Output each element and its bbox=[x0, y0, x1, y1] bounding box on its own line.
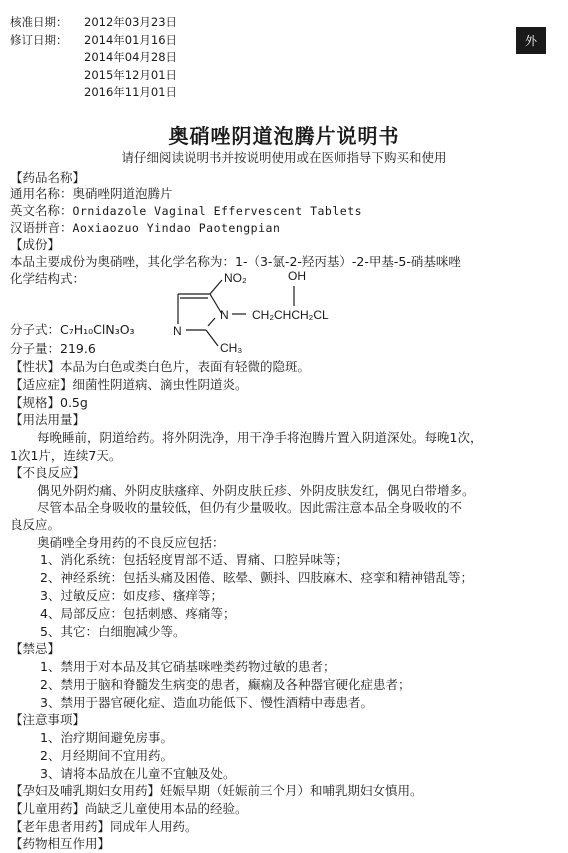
external-use-badge: 外 bbox=[516, 27, 546, 54]
structure-label: 化学结构式： bbox=[10, 271, 86, 286]
usage-text: 1次1片，连续7天。 bbox=[10, 448, 122, 463]
list-item: 3、过敏反应：如皮疹、瘙痒等； bbox=[40, 588, 223, 603]
drug-name-heading: 【药品名称】 bbox=[10, 170, 86, 185]
indications-section: 【适应症】细菌性阴道病、滴虫性阴道炎。 bbox=[10, 377, 248, 392]
side-chain: CH₂CHCH₂CL bbox=[252, 308, 329, 322]
hydroxyl-group: OH bbox=[288, 269, 306, 283]
date-row bbox=[10, 14, 177, 32]
date-value: 2015年12月01日 bbox=[84, 67, 178, 82]
approval-dates bbox=[10, 14, 177, 102]
date-label: 核准日期： bbox=[10, 15, 68, 29]
pediatric-section: 【儿童用药】尚缺乏儿童使用本品的经验。 bbox=[10, 801, 248, 816]
document-subtitle: 请仔细阅读说明书并按说明使用或在医师指导下购买和使用 bbox=[121, 150, 447, 165]
contraindications-heading: 【禁忌】 bbox=[10, 641, 61, 656]
list-item: 1、禁用于对本品及其它硝基咪唑类药物过敏的患者； bbox=[40, 659, 336, 674]
pinyin-label: 汉语拼音： bbox=[10, 220, 73, 235]
date-label bbox=[10, 84, 84, 102]
list-item: 1、消化系统：包括轻度胃部不适、胃痛、口腔异味等； bbox=[40, 552, 348, 567]
pregnancy-section: 【孕妇及哺乳期妇女用药】妊娠早期（妊娠前三个月）和哺乳期妇女慎用。 bbox=[10, 783, 423, 798]
chemical-structure bbox=[160, 266, 360, 356]
date-row bbox=[10, 84, 177, 102]
list-item: 2、月经期间不宜用药。 bbox=[40, 748, 173, 763]
spec-section: 【规格】0.5g bbox=[10, 395, 88, 410]
english-name: Ornidazole Vaginal Effervescent Tablets bbox=[72, 204, 363, 218]
geriatric-section: 【老年患者用药】同成年人用药。 bbox=[10, 819, 198, 834]
adverse-text: 偶见外阴灼痛、外阴皮肤瘙痒、外阴皮肤丘疹、外阴皮肤发红，偶见白带增多。 bbox=[37, 483, 475, 498]
list-item: 3、禁用于器官硬化症、造血功能低下、慢性酒精中毒患者。 bbox=[40, 695, 373, 710]
ring-nitrogen-3: N bbox=[173, 324, 182, 338]
adverse-heading: 【不良反应】 bbox=[10, 465, 86, 480]
date-row bbox=[10, 49, 177, 67]
character-section: 【性状】本品为白色或类白色片，表面有轻微的隐斑。 bbox=[10, 359, 311, 374]
composition-heading: 【成份】 bbox=[10, 237, 61, 252]
interactions-heading: 【药物相互作用】 bbox=[10, 836, 111, 851]
date-value: 2014年01月16日 bbox=[84, 32, 178, 47]
document-title: 奥硝唑阴道泡腾片说明书 bbox=[168, 124, 400, 148]
date-row bbox=[10, 32, 177, 50]
date-label bbox=[10, 49, 84, 67]
list-item: 1、治疗期间避免房事。 bbox=[40, 730, 173, 745]
list-item: 2、禁用于脑和脊髓发生病变的患者，癫痫及各种器官硬化症患者； bbox=[40, 677, 411, 692]
composition-text: 本品主要成份为奥硝唑，其化学名称为：1-（3-氯-2-羟丙基）-2-甲基-5-硝基咪唑 bbox=[10, 254, 461, 269]
list-item: 2、神经系统：包括头痛及困倦、眩晕、颤抖、四肢麻木、痉挛和精神错乱等； bbox=[40, 570, 473, 585]
date-value: 2016年11月01日 bbox=[84, 85, 178, 99]
adverse-text: 奥硝唑全身用药的不良反应包括： bbox=[37, 535, 225, 550]
adverse-text: 尽管本品全身吸收的量较低，但仍有少量吸收。因此需注意本品全身吸收的不 bbox=[37, 500, 463, 515]
date-label: 修订日期： bbox=[10, 32, 68, 47]
pinyin-line bbox=[10, 220, 280, 236]
date-label bbox=[10, 67, 84, 85]
ring-nitrogen-1: N bbox=[220, 308, 229, 322]
precautions-heading: 【注意事项】 bbox=[10, 712, 86, 727]
adverse-text: 良反应。 bbox=[10, 517, 61, 532]
english-name-label: 英文名称： bbox=[10, 203, 73, 218]
list-item: 3、请将本品放在儿童不宜触及处。 bbox=[40, 766, 236, 781]
english-name-line bbox=[10, 203, 362, 219]
date-value: 2014年04月28日 bbox=[84, 50, 178, 64]
usage-text: 每晚睡前，阴道给药。将外阴洗净，用干净手将泡腾片置入阴道深处。每晚1次， bbox=[37, 430, 483, 445]
methyl-group: CH₃ bbox=[220, 341, 243, 355]
nitro-group: NO₂ bbox=[224, 271, 247, 285]
list-item: 5、其它：白细胞减少等。 bbox=[40, 624, 186, 639]
date-value: 2012年03月23日 bbox=[84, 15, 178, 29]
date-row bbox=[10, 67, 177, 85]
list-item: 4、局部反应：包括刺感、疼痛等； bbox=[40, 606, 236, 621]
pinyin-name: Aoxiaozuo Yindao Paotengpian bbox=[72, 221, 281, 235]
generic-name: 通用名称：奥硝唑阴道泡腾片 bbox=[10, 186, 173, 201]
molecular-weight: 分子量：219.6 bbox=[10, 341, 96, 356]
molecular-formula: 分子式：C₇H₁₀ClN₃O₃ bbox=[10, 322, 135, 337]
usage-heading: 【用法用量】 bbox=[10, 412, 86, 427]
